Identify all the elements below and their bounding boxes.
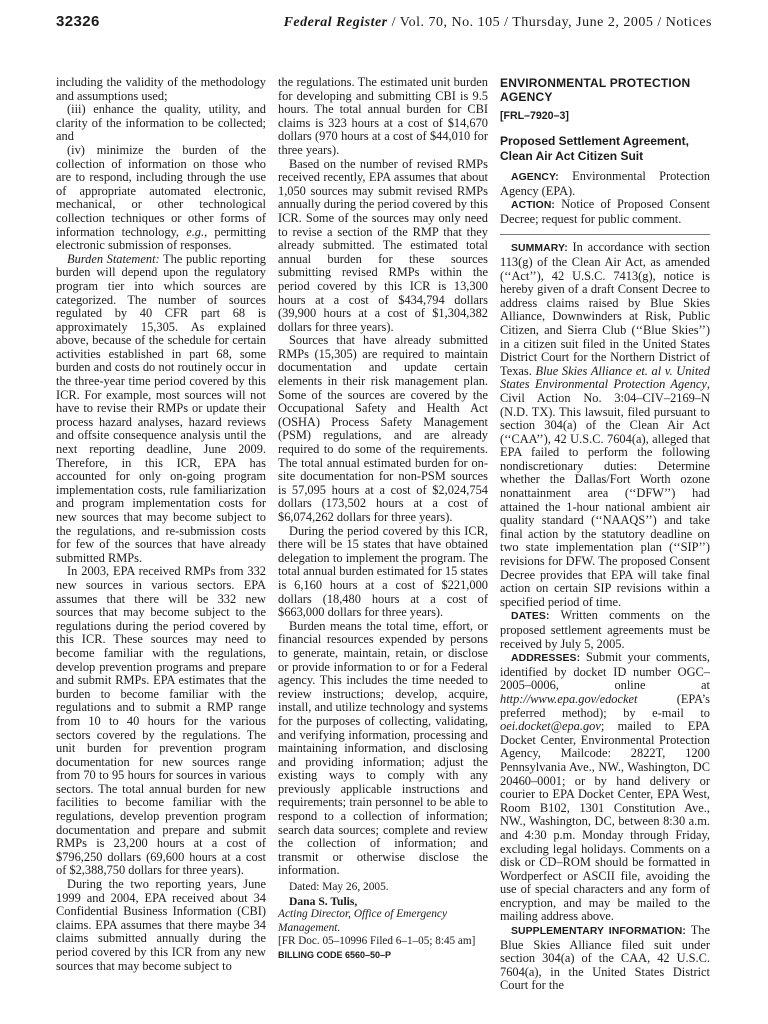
text-run: the regulations. The estimated unit burden for developing and submitting CBI is 9.5 hours. The total annual burden for CBI claims is 323 hours at a cost of $14,670 dollars (970 hours at a cost of $44,010 for three years). — [278, 75, 488, 157]
page-number: 32326 — [56, 13, 100, 30]
body-paragraph — [56, 565, 266, 878]
emphasis-text: Blue Skies Alliance et. al v. United States Environmental Protection Agency — [500, 363, 710, 392]
text-run: In 2003, EPA received RMPs from 332 new sources in various sectors. EPA assumes that there will be 332 new sources that may become subject to the regulations during the period covered by this ICR. These sources may need to become familiar with the regulations, develop prevention programs and prepare and submit RMPs. EPA estimates that the burden to become familiar with the regulations and to submit a RMP range from 10 to 40 hours for the various sectors covered by the regulations. The unit burden for prevention program documentation for new sources range from 70 to 95 hours for sources in various sectors. The total annual burden for new facilities to become familiar with the regulations, develop prevention program documentation and prepare and submit RMPs is 23,200 hours at a cost of $796,250 dollars (69,600 hours at a cost of $2,388,750 dollars for three years). — [56, 564, 266, 878]
text-run: Sources that have already submitted RMPs (15,305) are required to maintain documentation and update certain elements in their risk management plan. Some of the sources are covered by the Occupational Safety and Health Act (OSHA) Process Safety Management (PSM) regulations, and are already required to do some of the requirements. The total annual estimated burden for on-site documentation for non-PSM sources is 57,095 hours at a cost of $2,024,754 dollars (173,502 hours at a cost of $6,074,262 dollars for three years). — [278, 333, 488, 524]
body-paragraph — [56, 878, 266, 973]
field-label: SUMMARY: — [511, 243, 568, 255]
text-run: Environmental Protection Agency (EPA). — [500, 169, 710, 198]
text-run: During the two reporting years, June 1999 and 2004, EPA received about 34 Confidential Business Information (CBI) claims. EPA assumes that there maybe 34 claims submitted annually during the period covered by this ICR from any new sources that may become subject to — [56, 877, 266, 973]
paragraph-list — [278, 158, 488, 878]
field-label: SUPPLEMENTARY INFORMATION: — [511, 926, 686, 938]
continued-paragraph — [278, 76, 488, 158]
text-run: , Civil Action No. 3:04–CIV–2169–N (N.D. TX). This lawsuit, filed pursuant to section 304(a) of the Clean Air Act (‘‘CAA’’), 42 U.S.C. 7604(a), alleged that EPA failed to perform the following nondiscretionary duties: Determine whether the Dallas/Fort Worth ozone nonattainment area (‘‘DFW’’) had attained the 1-hour national ambient air quality standard (‘‘NAAQS’’) and take final action by the statutory deadline on two state implementation plan (‘‘SIP’’) revisions for DFW. The proposed Consent Decree provides that EPA will take final action on certain SIP revisions within a specified period of time. — [500, 377, 710, 609]
text-run: ; mailed to EPA Docket Center, Environmental Protection Agency, Mailcode: 2822T, 1200 Pennsylvania Ave., NW., Washington, DC 20460–0001; or by hand delivery or courier to EPA Docket Center, EPA West, Room B102, 1301 Constitution Ave., NW., Washington, DC, between 8:30 a.m. and 4:30 p.m. Monday through Friday, excluding legal holidays. Comments on a disk or CD–ROM should be formatted in Wordperfect or ASCII file, avoiding the use of special characters and any form of encryption, and may be mailed to the mailing address above. — [500, 719, 710, 924]
field-label: ACTION: — [511, 200, 555, 212]
signer-name: Dana S. Tulis, — [289, 894, 358, 908]
text-run: permitting electronic submission of responses. — [56, 224, 266, 253]
body-paragraph — [278, 525, 488, 620]
column-middle — [278, 76, 488, 963]
notice-fields — [500, 170, 710, 993]
emphasis-text: e.g., — [186, 224, 208, 239]
text-run: (EPA’s preferred method); by e-mail to — [500, 691, 710, 720]
frl-number: [FRL–7920–3] — [500, 110, 569, 122]
field-dates — [500, 609, 710, 651]
field-addresses — [500, 651, 710, 924]
text-run: (iii) enhance the quality, utility, and clarity of the information to be collected; and — [56, 102, 266, 144]
body-paragraph — [278, 620, 488, 878]
text-run: (iv) minimize the burden of the collection of information on those who are to respond, including through the use of appropriate automated electronic, mechanical, or other technological collection techniques or other forms of information technology, — [56, 142, 266, 239]
text-run: The Blue Skies Alliance filed suit under section 304(a) of the CAA, 42 U.S.C. 7604(a), in the United States District Court for the — [500, 923, 710, 993]
column-right — [500, 76, 710, 993]
column-left — [56, 76, 266, 973]
field-label: ADDRESSES: — [511, 653, 581, 665]
signature-block — [278, 881, 488, 963]
body-paragraph — [278, 334, 488, 524]
signer-title: Acting Director, Office of Emergency Management. — [278, 908, 448, 934]
journal-name: Federal Register — [283, 15, 388, 30]
emphasis-text: Burden Statement: — [67, 251, 160, 266]
text-run: Based on the number of revised RMPs received recently, EPA assumes that about 1,050 sources may submit revised RMPs annually during the period covered by this ICR. Some of the sources may only need to revise a section of the RMP that they already submitted. The estimated total annual burden for these sources submitting revised RMPs within the period covered by this ICR is 13,300 hours at a cost of $434,794 dollars (39,900 hours at a cost of $1,304,382 dollars for three years). — [278, 156, 488, 334]
dated-line: Dated: May 26, 2005. — [289, 881, 389, 894]
body-paragraph — [56, 103, 266, 144]
text-run: Submit your comments, identified by docket ID number OGC–2005–0006, online at — [500, 650, 710, 693]
fr-doc-line: [FR Doc. 05–10996 Filed 6–1–05; 8:45 am] — [278, 935, 476, 948]
running-header — [56, 12, 712, 34]
field-label: AGENCY: — [511, 172, 559, 183]
field-action — [500, 198, 710, 226]
continued-paragraph — [56, 76, 266, 103]
field-supplementary-information — [500, 924, 710, 993]
emphasis-text: http://www.epa.gov/edocket — [500, 691, 638, 706]
field-agency — [500, 170, 710, 198]
emphasis-text: oei.docket@epa.gov — [500, 719, 601, 734]
body-paragraph — [56, 253, 266, 566]
field-summary — [500, 234, 710, 609]
issue-info: / Vol. 70, No. 105 / Thursday, June 2, 2005 / Notices — [391, 15, 712, 30]
agency-heading: ENVIRONMENTAL PROTECTION AGENCY — [500, 76, 691, 104]
billing-code: BILLING CODE 6560–50–P — [278, 950, 392, 960]
text-run: During the period covered by this ICR, there will be 15 states that have obtained delegation to implement the program. The total annual burden estimated for 15 states is 6,160 hours at a cost of $221,000 dollars (18,480 hours at a cost of $663,000 dollars for three years). — [278, 523, 488, 620]
text-run: including the validity of the methodology and assumptions used; — [56, 75, 266, 103]
text-run: Notice of Proposed Consent Decree; request for public comment. — [500, 197, 710, 226]
text-run: Written comments on the proposed settlement agreements must be received by July 5, 2005. — [500, 608, 710, 651]
body-paragraph — [56, 144, 266, 253]
notice-title: Proposed Settlement Agreement, Clean Air Act Citizen Suit — [500, 134, 689, 163]
paragraph-list — [56, 103, 266, 973]
text-run: The public reporting burden will depend upon the regulatory program tier into which sources are categorized. The number of sources regulated by 40 CFR part 68 is approximately 15,305. As explained above, because of the schedule for certain activities established in part 68, some burden and costs do not routinely occur in the three-year time period covered by this ICR. For example, most sources will not have to revise their RMPs or update their process hazard analyses, hazard reviews and offsite consequence analysis until the next reporting deadline, June 2009. Therefore, in this ICR, EPA has accounted for only on-going program implementation costs, rule familiarization and program implementation costs for new sources that may become subject to the regulations, and re-submission costs for few of the sources that have already submitted RMPs. — [56, 251, 266, 565]
body-paragraph — [278, 158, 488, 335]
field-label: DATES: — [511, 611, 550, 623]
running-head — [284, 13, 712, 33]
text-run: In accordance with section 113(g) of the Clean Air Act, as amended (‘‘Act’’), 42 U.S.C. 7413(g), notice is hereby given of a draft Consent Decree to address claims raised by Blue Skies Alliance, Downwinders at Risk, Public Citizen, and Sierra Club (‘‘Blue Skies’’) in a citizen suit filed in the United States District Court for the Northern District of Texas. — [500, 240, 710, 378]
text-run: Burden means the total time, effort, or financial resources expended by persons to generate, maintain, retain, or disclose or provide information to or for a Federal agency. This includes the time needed to review instructions; develop, acquire, install, and utilize technology and systems for the purposes of collecting, validating, and verifying information, processing and maintaining information, and disclosing and providing information; adjust the existing ways to comply with any previously applicable instructions and requirements; train personnel to be able to respond to a collection of information; search data sources; complete and review the collection of information; and transmit or otherwise disclose the information. — [278, 618, 488, 878]
